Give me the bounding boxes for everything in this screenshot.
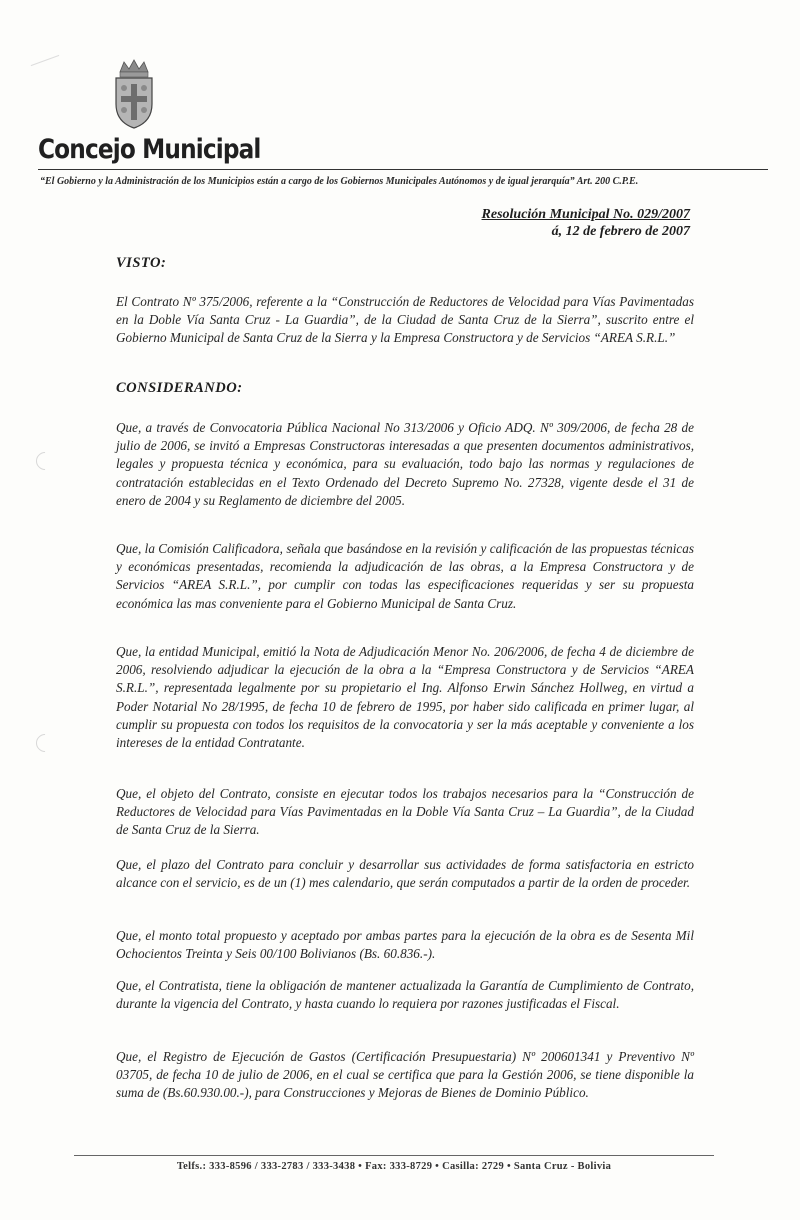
footer-contact: Telfs.: 333-8596 / 333-2783 / 333-3438 • Fax: 333-8729 • Casilla: 2729 • Santa Cruz - Bolivia — [176, 1161, 612, 1172]
considerando-paragraph-4: Que, el objeto del Contrato, consiste en ejecutar todos los trabajos necesarios para la “Construcción de Reductores de Velocidad para Vías Pavimentadas en la Doble Vía Santa Cruz – La Guardia”, de la Ciudad de Santa Cruz de la Sierra. — [116, 786, 694, 838]
coat-of-arms-icon — [110, 58, 158, 130]
considerando-paragraph-3: Que, la entidad Municipal, emitió la Nota de Adjudicación Menor No. 206/2006, de fecha 4 de diciembre de 2006, resolviendo adjudicar la ejecución de la obra a la “Empresa Constructora y de Servicios “AREA S.R.L.”, representada legalmente por su propietario el Ing. Alfonso Erwin Sánchez Hollweg, en virtud a Poder Notarial No 28/1995, de fecha 10 de febrero de 1995, por haber sido calificada en primer lugar, al cumplir su propuesta con todos los requisitos de la convocatoria y ser la más aceptable y conveniente a los intereses de la entidad Contratante. — [116, 644, 694, 751]
visto-paragraph: El Contrato Nº 375/2006, referente a la “Construcción de Reductores de Velocidad para Vías Pavimentadas en la Doble Vía Santa Cruz - La Guardia”, de la Ciudad de Santa Cruz de la Sierra”, suscrito entre el Gobierno Municipal de Santa Cruz de la Sierra y la Empresa Constructora y de Servicios “AREA S.R.L.” — [116, 294, 694, 346]
footer-divider — [74, 1155, 714, 1156]
section-considerando: CONSIDERANDO: — [116, 380, 243, 396]
header-divider — [38, 169, 768, 170]
considerando-paragraph-8: Que, el Registro de Ejecución de Gastos (Certificación Presupuestaria) Nº 200601341 y Preventivo Nº 03705, de fecha 10 de julio de 2006, en el cual se certifica que para la Gestión 2006, se tiene disponible la suma de (Bs.60.930.00.-), para Construcciones y Mejoras de Bienes de Dominio Público. — [116, 1049, 694, 1101]
header-motto: “El Gobierno y la Administración de los Municipios están a cargo de los Gobiernos Municipales Autónomos y de igual jerarquía” Art. 200 C.P.E. — [40, 176, 639, 187]
considerando-paragraph-6: Que, el monto total propuesto y aceptado por ambas partes para la ejecución de la obra es de Sesenta Mil Ochocientos Treinta y Seis 00/100 Bolivianos (Bs. 60.836.-). — [116, 928, 694, 962]
considerando-paragraph-2: Que, la Comisión Calificadora, señala que basándose en la revisión y calificación de las propuestas técnicas y económicas presentadas, recomienda la adjudicación de las obras, a la Empresa Constructora y de Servicios “AREA S.R.L.”, por cumplir con todas las especificaciones requeridas y ser su propuesta económica las mas conveniente para el Gobierno Municipal de Santa Cruz. — [116, 541, 694, 611]
organization-name: Concejo Municipal — [38, 134, 261, 165]
considerando-paragraph-1: Que, a través de Convocatoria Pública Nacional No 313/2006 y Oficio ADQ. Nº 309/2006, de fecha 28 de julio de 2006, se invitó a Empresas Constructoras interesadas a que presenten documentos administrativos, legales y propuesta técnica y económica, para su evaluación, todo bajo las normas y regulaciones de contratación establecidas en el Texto Ordenado del Decreto Supremo No. 27328, vigente desde el 31 de enero de 2004 y su Reglamento de diciembre del 2005. — [116, 420, 694, 508]
resolution-date: á, 12 de febrero de 2007 — [551, 224, 690, 239]
scan-mark — [31, 55, 60, 66]
resolution-block — [482, 206, 690, 240]
resolution-number: Resolución Municipal No. 029/2007 — [481, 207, 690, 222]
punch-hole-mark — [32, 448, 57, 473]
section-visto: VISTO: — [116, 255, 167, 271]
considerando-paragraph-7: Que, el Contratista, tiene la obligación de mantener actualizada la Garantía de Cumplimiento de Contrato, durante la vigencia del Contrato, y hasta cuando lo requiera por razones justificadas el Fiscal. — [116, 978, 694, 1012]
considerando-paragraph-5: Que, el plazo del Contrato para concluir y desarrollar sus actividades de forma satisfactoria en estricto alcance con el servicio, es de un (1) mes calendario, que serán computados a partir de la orden de proceder. — [116, 857, 694, 891]
punch-hole-mark — [32, 730, 57, 755]
